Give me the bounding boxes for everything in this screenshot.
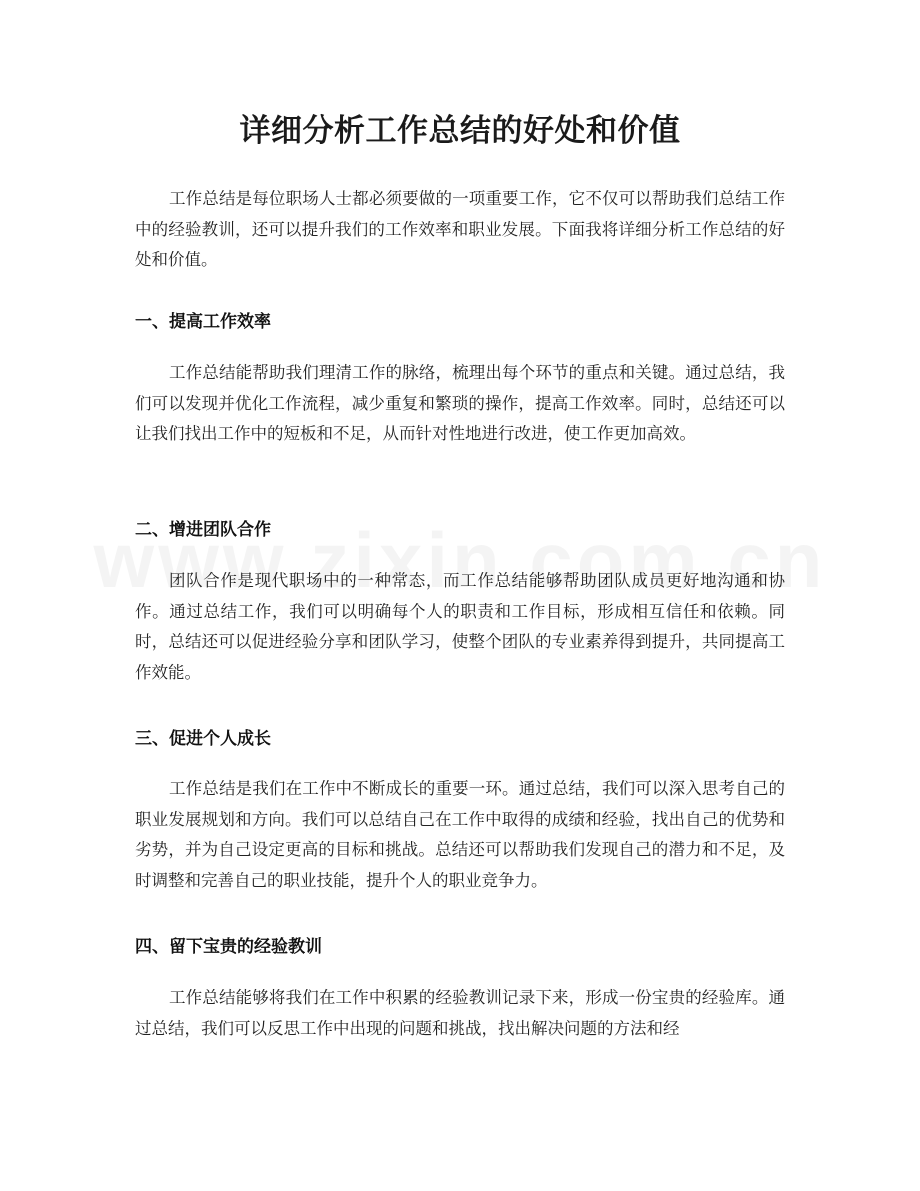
section-heading-1: 一、提高工作效率 [135,312,271,332]
section-body-1: 工作总结能帮助我们理清工作的脉络，梳理出每个环节的重点和关键。通过总结，我们可以发现并优化工作流程，减少重复和繁琐的操作，提高工作效率。同时，总结还可以让我们找出工作中的短板和不足，从而针对性地进行改进，使工作更加高效。 [135,363,785,443]
section-body-2: 团队合作是现代职场中的一种常态，而工作总结能够帮助团队成员更好地沟通和协作。通过总结工作，我们可以明确每个人的职责和工作目标，形成相互信任和依赖。同时，总结还可以促进经验分享和团队学习，使整个团队的专业素养得到提升，共同提高工作效能。 [135,571,785,682]
section-heading-3: 三、促进个人成长 [135,729,271,749]
intro-paragraph: 工作总结是每位职场人士都必须要做的一项重要工作，它不仅可以帮助我们总结工作中的经验教训，还可以提升我们的工作效率和职业发展。下面我将详细分析工作总结的好处和价值。 [135,189,785,269]
section-body-3: 工作总结是我们在工作中不断成长的重要一环。通过总结，我们可以深入思考自己的职业发展规划和方向。我们可以总结自己在工作中取得的成绩和经验，找出自己的优势和劣势，并为自己设定更高的目标和挑战。总结还可以帮助我们发现自己的潜力和不足，及时调整和完善自己的职业技能，提升个人的职业竞争力。 [135,779,785,890]
document-title: 详细分析工作总结的好处和价值 [239,113,681,149]
section-heading-4: 四、留下宝贵的经验教训 [135,937,322,957]
section-heading-2: 二、增进团队合作 [135,520,271,540]
section-body-4: 工作总结能够将我们在工作中积累的经验教训记录下来，形成一份宝贵的经验库。通过总结，我们可以反思工作中出现的问题和挑战，找出解决问题的方法和经 [135,988,785,1038]
